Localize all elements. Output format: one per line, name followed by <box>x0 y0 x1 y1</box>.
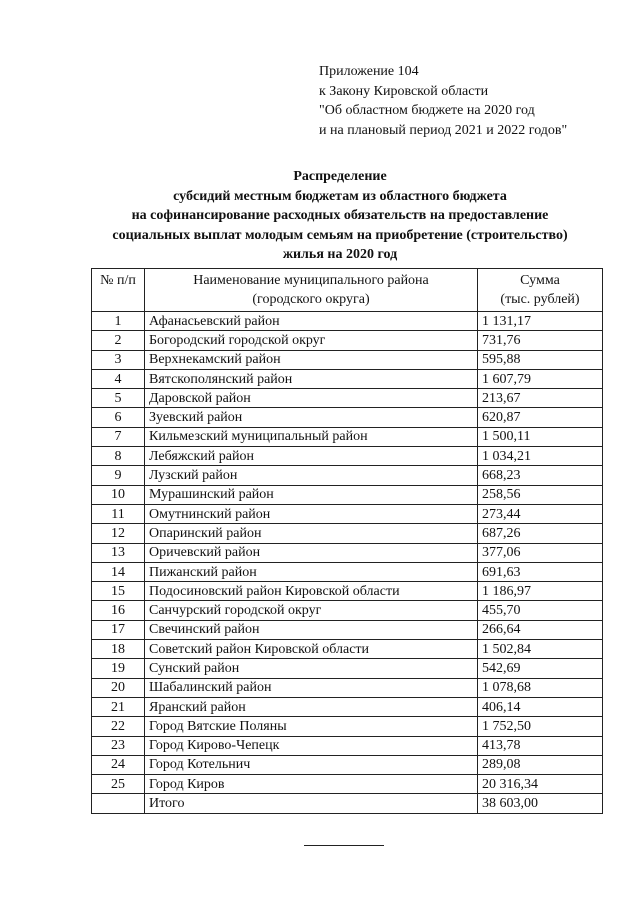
row-name: Мурашинский район <box>145 485 478 504</box>
row-amount: 1 502,84 <box>478 640 603 659</box>
table-body <box>92 312 603 794</box>
row-amount: 1 131,17 <box>478 312 603 331</box>
row-amount: 542,69 <box>478 659 603 678</box>
table-row <box>92 562 603 581</box>
row-amount: 377,06 <box>478 543 603 562</box>
footer-divider <box>304 845 384 846</box>
row-number: 3 <box>92 350 145 369</box>
row-amount: 413,78 <box>478 736 603 755</box>
row-name: Афанасьевский район <box>145 312 478 331</box>
row-amount: 1 186,97 <box>478 582 603 601</box>
row-amount: 213,67 <box>478 389 603 408</box>
total-label: Итого <box>145 794 478 813</box>
table-row <box>92 601 603 620</box>
row-number: 12 <box>92 524 145 543</box>
row-amount: 266,64 <box>478 620 603 639</box>
row-number: 22 <box>92 717 145 736</box>
header-sum: Сумма (тыс. рублей) <box>478 269 603 312</box>
total-num-cell <box>92 794 145 813</box>
row-number: 17 <box>92 620 145 639</box>
table-row <box>92 504 603 523</box>
subsidy-table <box>91 268 603 814</box>
appendix-law-period: и на плановый период 2021 и 2022 годов" <box>319 122 568 138</box>
row-number: 16 <box>92 601 145 620</box>
row-name: Лебяжский район <box>145 447 478 466</box>
row-amount: 668,23 <box>478 466 603 485</box>
row-number: 7 <box>92 427 145 446</box>
row-amount: 1 078,68 <box>478 678 603 697</box>
row-amount: 731,76 <box>478 331 603 350</box>
row-amount: 687,26 <box>478 524 603 543</box>
row-number: 2 <box>92 331 145 350</box>
row-name: Подосиновский район Кировской области <box>145 582 478 601</box>
row-amount: 595,88 <box>478 350 603 369</box>
table-row <box>92 543 603 562</box>
row-name: Город Киров <box>145 775 478 794</box>
row-number: 13 <box>92 543 145 562</box>
appendix-law: к Закону Кировской области <box>319 83 489 99</box>
table-row <box>92 736 603 755</box>
row-number: 18 <box>92 640 145 659</box>
table-row <box>92 640 603 659</box>
row-name: Омутнинский район <box>145 504 478 523</box>
row-number: 11 <box>92 504 145 523</box>
row-amount: 289,08 <box>478 755 603 774</box>
table-row <box>92 697 603 716</box>
row-amount: 406,14 <box>478 697 603 716</box>
table-row <box>92 524 603 543</box>
table-row <box>92 350 603 369</box>
total-amount: 38 603,00 <box>478 794 603 813</box>
row-name: Зуевский район <box>145 408 478 427</box>
row-number: 24 <box>92 755 145 774</box>
row-number: 19 <box>92 659 145 678</box>
row-amount: 273,44 <box>478 504 603 523</box>
row-amount: 1 752,50 <box>478 717 603 736</box>
row-name: Даровской район <box>145 389 478 408</box>
row-amount: 1 607,79 <box>478 369 603 388</box>
row-name: Кильмезский муниципальный район <box>145 427 478 446</box>
table-row <box>92 775 603 794</box>
row-number: 4 <box>92 369 145 388</box>
row-amount: 20 316,34 <box>478 775 603 794</box>
row-number: 9 <box>92 466 145 485</box>
table-row <box>92 678 603 697</box>
header-num: № п/п <box>92 269 145 312</box>
title-line: жилья на 2020 год <box>282 247 398 262</box>
row-name: Санчурский городской округ <box>145 601 478 620</box>
row-number: 5 <box>92 389 145 408</box>
table-row <box>92 331 603 350</box>
table-row <box>92 659 603 678</box>
document-title <box>60 167 620 265</box>
row-number: 20 <box>92 678 145 697</box>
row-number: 21 <box>92 697 145 716</box>
row-number: 15 <box>92 582 145 601</box>
table-header-row <box>92 269 603 312</box>
row-name: Лузский район <box>145 466 478 485</box>
table-total-row <box>92 794 603 813</box>
row-number: 6 <box>92 408 145 427</box>
row-name: Свечинский район <box>145 620 478 639</box>
row-name: Город Кирово-Чепецк <box>145 736 478 755</box>
table-row <box>92 582 603 601</box>
row-name: Богородский городской округ <box>145 331 478 350</box>
row-name: Город Вятские Поляны <box>145 717 478 736</box>
row-name: Город Котельнич <box>145 755 478 774</box>
row-name: Шабалинский район <box>145 678 478 697</box>
row-name: Советский район Кировской области <box>145 640 478 659</box>
table-row <box>92 485 603 504</box>
appendix-number: Приложение 104 <box>319 64 419 79</box>
row-number: 1 <box>92 312 145 331</box>
table-row <box>92 408 603 427</box>
row-name: Опаринский район <box>145 524 478 543</box>
table-row <box>92 427 603 446</box>
row-amount: 455,70 <box>478 601 603 620</box>
row-name: Яранский район <box>145 697 478 716</box>
table-row <box>92 369 603 388</box>
row-number: 14 <box>92 562 145 581</box>
title-line: субсидий местным бюджетам из областного бюджета <box>173 188 507 204</box>
row-name: Пижанский район <box>145 562 478 581</box>
table-row <box>92 717 603 736</box>
header-name: Наименование муниципального района (городского округа) <box>145 269 478 312</box>
table-row <box>92 447 603 466</box>
row-number: 23 <box>92 736 145 755</box>
appendix-law-title: "Об областном бюджете на 2020 год <box>319 103 535 118</box>
row-name: Вятскополянский район <box>145 369 478 388</box>
row-amount: 258,56 <box>478 485 603 504</box>
table-row <box>92 466 603 485</box>
title-line: социальных выплат молодым семьям на приобретение (строительство) <box>112 227 568 243</box>
table-row <box>92 312 603 331</box>
table-row <box>92 620 603 639</box>
row-name: Верхнекамский район <box>145 350 478 369</box>
row-amount: 620,87 <box>478 408 603 427</box>
appendix-header <box>319 62 567 140</box>
row-amount: 1 034,21 <box>478 447 603 466</box>
table-row <box>92 755 603 774</box>
row-name: Сунский район <box>145 659 478 678</box>
row-amount: 691,63 <box>478 562 603 581</box>
row-number: 10 <box>92 485 145 504</box>
row-number: 25 <box>92 775 145 794</box>
title-line: Распределение <box>293 169 387 184</box>
title-line: на софинансирование расходных обязательств на предоставление <box>131 208 549 223</box>
row-name: Оричевский район <box>145 543 478 562</box>
row-number: 8 <box>92 447 145 466</box>
table-row <box>92 389 603 408</box>
row-amount: 1 500,11 <box>478 427 603 446</box>
